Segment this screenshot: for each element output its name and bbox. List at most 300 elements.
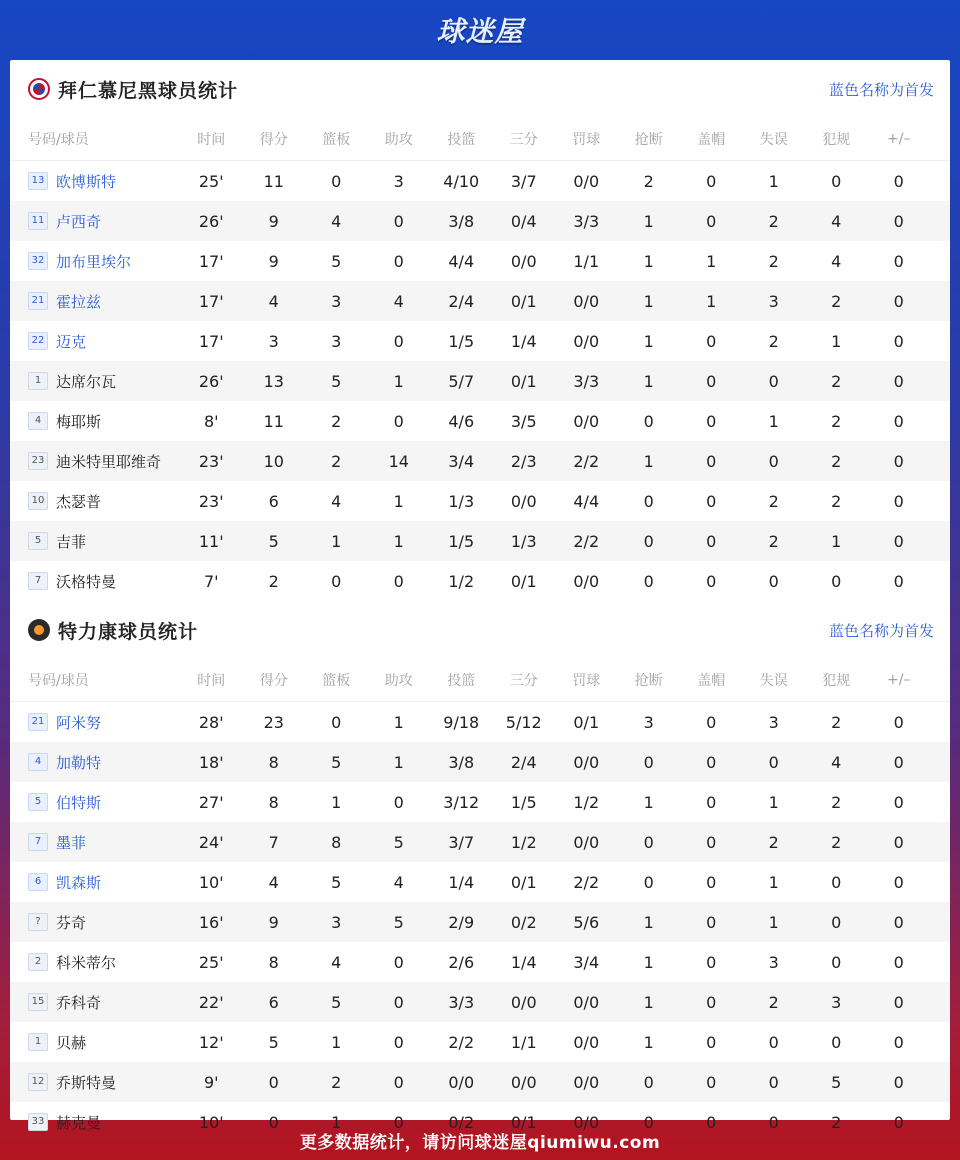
jersey-number-badge: 21	[28, 713, 48, 731]
stat-cell: 1/5	[510, 792, 537, 812]
table-row[interactable]	[10, 862, 950, 902]
column-header: 犯规	[822, 673, 851, 689]
stat-cell: 0	[893, 1112, 904, 1132]
stat-cell: 2/4	[448, 291, 475, 311]
stat-cell: 0	[893, 171, 904, 191]
table-row[interactable]	[10, 201, 950, 241]
stat-cell: 3/8	[448, 211, 475, 231]
column-header: 抢断	[634, 673, 663, 689]
stat-cell: 2	[831, 491, 842, 511]
stat-cell: 0/0	[448, 1072, 475, 1092]
stat-cell: 0	[768, 752, 779, 772]
stat-cell: 2	[831, 712, 842, 732]
stat-cell: 0/4	[510, 211, 537, 231]
stat-cell: 0/0	[573, 1112, 600, 1132]
table-row[interactable]	[10, 521, 950, 561]
stat-cell: 1/2	[510, 832, 537, 852]
stat-cell: 0	[893, 1072, 904, 1092]
stat-cell: 11	[263, 171, 284, 191]
stat-cell: 0	[893, 251, 904, 271]
stat-cell: 3	[393, 171, 404, 191]
player-name[interactable]: 科米蒂尔	[56, 953, 117, 972]
stat-cell: 2/2	[573, 531, 600, 551]
column-header: +/–	[887, 131, 911, 147]
stat-cell: 3/12	[443, 792, 480, 812]
stat-cell: 0	[893, 872, 904, 892]
stat-cell: 0	[706, 451, 717, 471]
stat-cell: 1	[393, 531, 404, 551]
player-cell	[10, 792, 180, 813]
jersey-number-badge: 5	[28, 532, 48, 550]
stat-cell: 1	[643, 912, 654, 932]
stat-cell: 0/2	[448, 1112, 475, 1132]
stat-cell: 1	[831, 531, 842, 551]
stat-cell: 17'	[198, 331, 224, 351]
stat-cell: 0	[393, 411, 404, 431]
stat-cell: 27'	[198, 792, 224, 812]
stat-cell: 5	[268, 531, 279, 551]
stat-cell: 3/8	[448, 752, 475, 772]
table-row[interactable]	[10, 401, 950, 441]
stat-cell: 0	[393, 792, 404, 812]
player-name[interactable]: 乔科奇	[56, 993, 102, 1012]
player-name[interactable]: 霍拉兹	[56, 292, 102, 311]
stat-cell: 0	[893, 211, 904, 231]
stat-cell: 11	[263, 411, 284, 431]
stat-cell: 1	[643, 371, 654, 391]
player-name[interactable]: 凯森斯	[56, 873, 102, 892]
footer-banner[interactable]	[0, 1120, 960, 1160]
stat-cell: 0	[706, 952, 717, 972]
column-header: 时间	[197, 132, 226, 148]
section-header	[10, 60, 950, 118]
stat-cell: 2	[831, 371, 842, 391]
team-stats-title: 特力康球员统计	[58, 620, 199, 643]
stat-cell: 4	[331, 491, 342, 511]
starter-legend-note: 蓝色名称为首发	[828, 621, 934, 640]
stat-cell: 5/12	[505, 712, 542, 732]
player-cell	[10, 571, 180, 592]
stat-cell: 0	[643, 531, 654, 551]
stat-cell: 1/5	[448, 331, 475, 351]
stat-cell: 0	[706, 712, 717, 732]
stat-cell: 0	[643, 832, 654, 852]
stat-cell: 23'	[198, 451, 224, 471]
stat-cell: 1	[643, 291, 654, 311]
stat-cell: 5	[331, 992, 342, 1012]
player-cell	[10, 411, 180, 432]
player-name[interactable]: 梅耶斯	[56, 412, 102, 431]
stat-cell: 5	[831, 1072, 842, 1092]
stat-cell: 2	[831, 832, 842, 852]
stat-cell: 0	[706, 792, 717, 812]
team-section	[10, 60, 950, 601]
stat-cell: 1/5	[448, 531, 475, 551]
stat-cell: 1	[331, 1032, 342, 1052]
column-header: 罚球	[572, 132, 601, 148]
stat-cell: 1	[643, 251, 654, 271]
stat-cell: 2	[768, 211, 779, 231]
table-row[interactable]	[10, 902, 950, 942]
table-row[interactable]	[10, 702, 950, 742]
column-header: 抢断	[634, 132, 663, 148]
stat-cell: 2	[331, 451, 342, 471]
stat-cell: 0	[331, 571, 342, 591]
stat-cell: 0/0	[573, 1072, 600, 1092]
player-cell	[10, 832, 180, 853]
stat-cell: 1	[393, 752, 404, 772]
stat-cell: 0	[393, 571, 404, 591]
stat-cell: 0	[268, 1072, 279, 1092]
stat-cell: 5	[393, 912, 404, 932]
stat-cell: 1	[643, 451, 654, 471]
stat-cell: 8	[268, 952, 279, 972]
stat-cell: 23'	[198, 491, 224, 511]
stat-cell: 4	[268, 872, 279, 892]
stat-cell: 1	[331, 1112, 342, 1132]
stat-cell: 8	[268, 752, 279, 772]
stat-cell: 1/1	[510, 1032, 537, 1052]
stat-cell: 8	[268, 792, 279, 812]
stat-cell: 2	[268, 571, 279, 591]
stat-cell: 0/1	[510, 371, 537, 391]
stat-cell: 4	[393, 291, 404, 311]
table-row[interactable]	[10, 241, 950, 281]
player-stats-table	[10, 659, 950, 1142]
stat-cell: 26'	[198, 371, 224, 391]
stat-cell: 1	[643, 792, 654, 812]
team-section	[10, 601, 950, 1142]
column-header: 盖帽	[697, 673, 726, 689]
player-name[interactable]: 加布里埃尔	[56, 252, 132, 271]
stat-cell: 0	[706, 992, 717, 1012]
player-cell	[10, 1072, 180, 1093]
player-name[interactable]: 迪米特里耶维奇	[56, 452, 162, 471]
stat-cell: 4/6	[448, 411, 475, 431]
stat-cell: 0	[893, 291, 904, 311]
table-row[interactable]	[10, 481, 950, 521]
jersey-number-badge: 1	[28, 1033, 48, 1051]
column-header: 篮板	[322, 673, 351, 689]
table-row[interactable]	[10, 982, 950, 1022]
stat-cell: 7'	[203, 571, 219, 591]
stat-cell: 2	[768, 331, 779, 351]
stat-cell: 26'	[198, 211, 224, 231]
column-header: +/–	[887, 672, 911, 688]
stat-cell: 0	[893, 712, 904, 732]
stat-cell: 5	[331, 251, 342, 271]
stat-cell: 0	[706, 571, 717, 591]
stat-cell: 4/10	[443, 171, 480, 191]
stat-cell: 0	[331, 712, 342, 732]
top-banner	[0, 0, 960, 60]
stat-cell: 13	[263, 371, 284, 391]
player-name[interactable]: 乔斯特曼	[56, 1073, 117, 1092]
stat-cell: 0/1	[510, 291, 537, 311]
player-name[interactable]: 欧博斯特	[56, 172, 117, 191]
jersey-number-badge: 21	[28, 292, 48, 310]
stat-cell: 0	[893, 752, 904, 772]
stat-cell: 3	[268, 331, 279, 351]
column-header: 得分	[259, 132, 288, 148]
player-name[interactable]: 芬奇	[56, 913, 87, 932]
table-row[interactable]	[10, 361, 950, 401]
stat-cell: 9'	[203, 1072, 219, 1092]
stat-cell: 2	[768, 531, 779, 551]
jersey-number-badge: 33	[28, 1113, 48, 1131]
stat-cell: 2/2	[573, 451, 600, 471]
stat-cell: 0	[393, 952, 404, 972]
stat-cell: 0	[893, 952, 904, 972]
player-cell	[10, 531, 180, 552]
baskets-logo-icon	[28, 619, 50, 641]
stat-cell: 5	[393, 832, 404, 852]
table-row[interactable]	[10, 742, 950, 782]
stat-cell: 9	[268, 912, 279, 932]
player-cell	[10, 952, 180, 973]
stat-cell: 3	[331, 291, 342, 311]
stat-cell: 0	[706, 1072, 717, 1092]
stat-cell: 0	[268, 1112, 279, 1132]
stat-cell: 0	[831, 912, 842, 932]
player-name[interactable]: 达席尔瓦	[56, 372, 117, 391]
jersey-number-badge: 12	[28, 1073, 48, 1091]
table-row[interactable]	[10, 281, 950, 321]
jersey-number-badge: 1	[28, 372, 48, 390]
stat-cell: 3	[331, 912, 342, 932]
table-row[interactable]	[10, 942, 950, 982]
player-cell	[10, 912, 180, 933]
player-cell	[10, 872, 180, 893]
player-name[interactable]: 吉菲	[56, 532, 87, 551]
player-name[interactable]: 杰瑟普	[56, 492, 102, 511]
stat-cell: 1	[706, 251, 717, 271]
stat-cell: 7	[268, 832, 279, 852]
stat-cell: 0	[893, 832, 904, 852]
stat-cell: 4	[331, 952, 342, 972]
stat-cell: 0	[893, 531, 904, 551]
stat-cell: 1	[331, 531, 342, 551]
stat-cell: 0	[643, 411, 654, 431]
stat-cell: 2	[831, 1112, 842, 1132]
stat-cell: 0	[831, 952, 842, 972]
stat-cell: 0	[893, 491, 904, 511]
stat-cell: 2	[831, 792, 842, 812]
stat-cell: 1/2	[448, 571, 475, 591]
jersey-number-badge: 7	[28, 572, 48, 590]
player-name[interactable]: 赫克曼	[56, 1113, 102, 1132]
table-row[interactable]	[10, 782, 950, 822]
stat-cell: 4	[831, 251, 842, 271]
stat-cell: 0	[643, 1072, 654, 1092]
stat-cell: 1	[768, 171, 779, 191]
player-cell	[10, 371, 180, 392]
stat-cell: 3	[768, 291, 779, 311]
table-row[interactable]	[10, 321, 950, 361]
stat-cell: 0	[706, 331, 717, 351]
stat-cell: 0	[393, 211, 404, 231]
stat-cell: 3/3	[573, 211, 600, 231]
table-row[interactable]	[10, 441, 950, 481]
table-row[interactable]	[10, 1022, 950, 1062]
stat-cell: 0	[393, 331, 404, 351]
stat-cell: 9	[268, 211, 279, 231]
stat-cell: 3	[768, 952, 779, 972]
table-row[interactable]	[10, 1062, 950, 1102]
jersey-number-badge: 5	[28, 793, 48, 811]
jersey-number-badge: 32	[28, 252, 48, 270]
player-name[interactable]: 沃格特曼	[56, 572, 117, 591]
player-stats-table	[10, 118, 950, 601]
stat-cell: 12'	[198, 1032, 224, 1052]
stat-cell: 1/1	[573, 251, 600, 271]
stat-cell: 0	[706, 531, 717, 551]
stat-cell: 0	[706, 872, 717, 892]
stat-cell: 0/1	[510, 1112, 537, 1132]
stat-cell: 0/0	[573, 752, 600, 772]
player-cell	[10, 291, 180, 312]
player-cell	[10, 331, 180, 352]
jersey-number-badge: 4	[28, 412, 48, 430]
stat-cell: 0/0	[573, 832, 600, 852]
stat-cell: 0	[331, 171, 342, 191]
stat-cell: 2/3	[510, 451, 537, 471]
stat-cell: 2	[768, 491, 779, 511]
stat-cell: 3/3	[573, 371, 600, 391]
stat-cell: 2	[831, 411, 842, 431]
stat-cell: 0/0	[573, 171, 600, 191]
stat-cell: 3/3	[448, 992, 475, 1012]
stat-cell: 0	[768, 451, 779, 471]
stat-cell: 1	[768, 792, 779, 812]
stat-cell: 0/0	[573, 992, 600, 1012]
stat-cell: 0	[643, 491, 654, 511]
stat-cell: 1	[706, 291, 717, 311]
stat-cell: 3/5	[510, 411, 537, 431]
stat-cell: 1	[768, 411, 779, 431]
stat-cell: 0	[893, 571, 904, 591]
stat-cell: 17'	[198, 251, 224, 271]
column-header: 时间	[197, 673, 226, 689]
stat-cell: 28'	[198, 712, 224, 732]
stat-cell: 0/0	[573, 411, 600, 431]
column-header: 号码/球员	[28, 132, 89, 148]
stat-cell: 1	[831, 331, 842, 351]
stats-card	[10, 60, 950, 1132]
stat-cell: 1/3	[448, 491, 475, 511]
jersey-number-badge: 11	[28, 212, 48, 230]
stat-cell: 0/0	[510, 491, 537, 511]
stat-cell: 5	[331, 752, 342, 772]
stat-cell: 0	[706, 171, 717, 191]
stat-cell: 3/4	[573, 952, 600, 972]
footer-link-text[interactable]: 更多数据统计，请访问球迷屋qiumiwu.com	[299, 1132, 661, 1153]
jersey-number-badge: 22	[28, 332, 48, 350]
stat-cell: 3	[831, 992, 842, 1012]
stat-cell: 17'	[198, 291, 224, 311]
stat-cell: 0/1	[573, 712, 600, 732]
table-row[interactable]	[10, 561, 950, 601]
stat-cell: 1/4	[448, 872, 475, 892]
player-name[interactable]: 伯特斯	[56, 793, 102, 812]
section-title	[28, 617, 198, 644]
stat-cell: 2	[768, 992, 779, 1012]
stat-cell: 2/4	[510, 752, 537, 772]
stat-cell: 1	[643, 211, 654, 231]
column-header: 得分	[259, 673, 288, 689]
stat-cell: 0	[831, 872, 842, 892]
stat-cell: 10'	[198, 872, 224, 892]
stat-cell: 2	[768, 251, 779, 271]
player-name[interactable]: 加勒特	[56, 753, 102, 772]
stat-cell: 0	[643, 752, 654, 772]
stat-cell: 6	[268, 491, 279, 511]
table-row[interactable]	[10, 161, 950, 201]
stat-cell: 0	[706, 752, 717, 772]
stat-cell: 2/6	[448, 952, 475, 972]
player-cell	[10, 1032, 180, 1053]
stat-cell: 4	[393, 872, 404, 892]
stat-cell: 23	[263, 712, 284, 732]
stat-cell: 0	[643, 571, 654, 591]
stat-cell: 1	[643, 952, 654, 972]
stat-cell: 10'	[198, 1112, 224, 1132]
table-row[interactable]	[10, 822, 950, 862]
stat-cell: 0	[393, 1072, 404, 1092]
stat-cell: 10	[263, 451, 284, 471]
stat-cell: 0	[831, 571, 842, 591]
stat-cell: 0	[768, 571, 779, 591]
stat-cell: 2	[768, 832, 779, 852]
stat-cell: 0/0	[510, 1072, 537, 1092]
stat-cell: 2/2	[448, 1032, 475, 1052]
stat-cell: 0	[643, 872, 654, 892]
stat-cell: 0	[706, 832, 717, 852]
stat-cell: 4/4	[573, 491, 600, 511]
jersey-number-badge: 10	[28, 492, 48, 510]
column-header: 盖帽	[697, 132, 726, 148]
stat-cell: 0	[893, 411, 904, 431]
column-header: 篮板	[322, 132, 351, 148]
player-name[interactable]: 墨菲	[56, 833, 87, 852]
column-header: 投篮	[447, 132, 476, 148]
player-name[interactable]: 卢西奇	[56, 212, 102, 231]
stat-cell: 5	[331, 872, 342, 892]
stat-cell: 2/9	[448, 912, 475, 932]
stat-cell: 0	[768, 1032, 779, 1052]
jersey-number-badge: 15	[28, 993, 48, 1011]
player-name[interactable]: 迈克	[56, 332, 87, 351]
stat-cell: 0	[393, 992, 404, 1012]
stat-cell: 0/0	[573, 331, 600, 351]
player-cell	[10, 992, 180, 1013]
stat-cell: 0	[393, 251, 404, 271]
column-header: 失误	[759, 673, 788, 689]
column-header: 号码/球员	[28, 673, 89, 689]
player-name[interactable]: 贝赫	[56, 1033, 87, 1052]
player-name[interactable]: 阿米努	[56, 713, 102, 732]
stat-cell: 14	[388, 451, 409, 471]
jersey-number-badge: 2	[28, 953, 48, 971]
stat-cell: 1	[768, 912, 779, 932]
stat-cell: 8	[331, 832, 342, 852]
jersey-number-badge: 6	[28, 873, 48, 891]
stat-cell: 1	[331, 792, 342, 812]
stat-cell: 25'	[198, 171, 224, 191]
brand-logo-text: 球迷屋	[436, 15, 524, 48]
stat-cell: 3/4	[448, 451, 475, 471]
stat-cell: 1/3	[510, 531, 537, 551]
